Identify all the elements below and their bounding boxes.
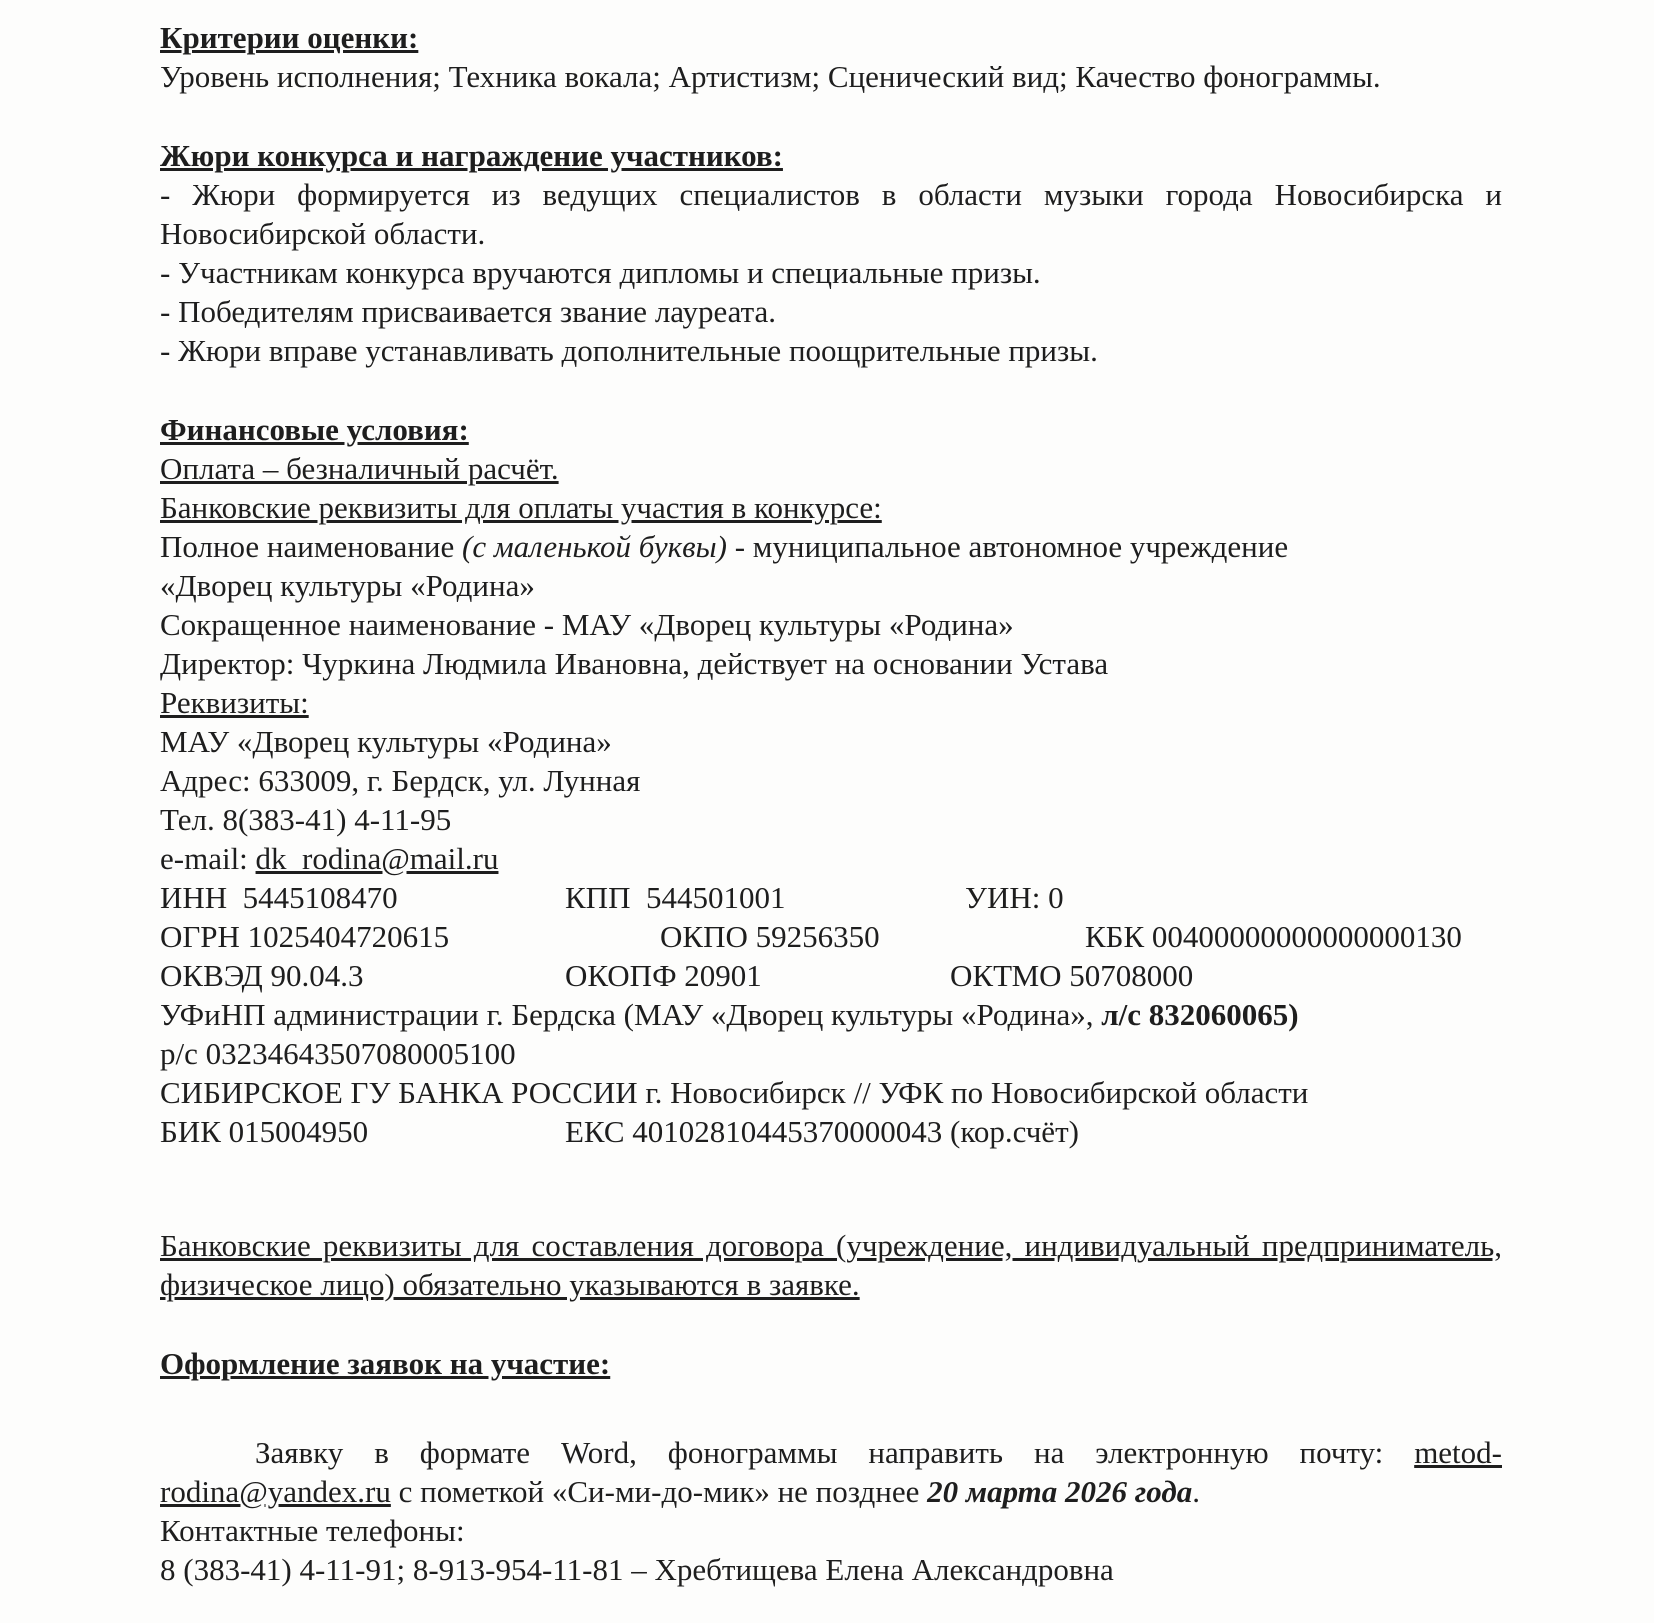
full-name-line2: «Дворец культуры «Родина» — [160, 568, 535, 603]
inn-value: ИНН 5445108470 — [160, 880, 398, 915]
email-line — [160, 839, 1502, 878]
application-heading: Оформление заявок на участие: — [160, 1346, 611, 1381]
director-line: Директор: Чуркина Людмила Ивановна, действует на основании Устава — [160, 646, 1109, 681]
ufinp-prefix: УФиНП администрации г. Бердска (МАУ «Дворец культуры «Родина», — [160, 997, 1102, 1032]
uin-value: УИН: 0 — [965, 880, 1064, 915]
requisites-heading: Реквизиты: — [160, 685, 309, 720]
application-paragraph — [160, 1433, 1502, 1511]
requisites-row-okved — [160, 956, 1502, 995]
oktmo-value: ОКТМО 50708000 — [950, 958, 1194, 993]
jury-item: - Участникам конкурса вручаются дипломы и специальные призы. — [160, 255, 1041, 290]
jury-heading: Жюри конкурса и награждение участников: — [160, 138, 783, 173]
criteria-section — [160, 18, 1502, 96]
section-spacer — [160, 1304, 1502, 1344]
section-spacer — [160, 1383, 1502, 1433]
full-name-suffix: - муниципальное автономное учреждение — [726, 529, 1289, 564]
payment-line: Оплата – безналичный расчёт. — [160, 451, 559, 486]
ufinp-account-bold: л/с 832060065) — [1101, 997, 1299, 1032]
contract-note: Банковские реквизиты для составления договора (учреждение, индивидуальный предприниматель, физическое лицо) обязательно указываются в заявке. — [160, 1228, 1502, 1302]
section-spacer — [160, 96, 1502, 136]
email-label: e-mail: — [160, 841, 256, 876]
bank-name-line: СИБИРСКОЕ ГУ БАНКА РОССИИ г. Новосибирск // УФК по Новосибирской области — [160, 1075, 1309, 1110]
application-section — [160, 1344, 1502, 1589]
full-name-italic-note: (с маленькой буквы) — [462, 529, 727, 564]
email-link[interactable]: dk_rodina@mail.ru — [255, 841, 499, 876]
ogrn-value: ОГРН 1025404720615 — [160, 919, 450, 954]
application-email-link-part2[interactable]: rodina@yandex.ru — [160, 1474, 391, 1509]
bank-details-heading: Банковские реквизиты для оплаты участия в конкурсе: — [160, 490, 882, 525]
section-spacer — [160, 370, 1502, 410]
contacts-label: Контактные телефоны: — [160, 1513, 465, 1548]
application-tail: . — [1192, 1474, 1200, 1509]
application-lead: Заявку в формате Word, фонограммы направить на электронную почту: — [255, 1435, 1415, 1470]
kbk-value: КБК 00400000000000000130 — [1085, 919, 1462, 954]
jury-item: - Жюри формируется из ведущих специалистов в области музыки города Новосибирска и Новосибирской области. — [160, 177, 1502, 251]
application-middle: с пометкой «Си-ми-до-мик» не позднее — [390, 1474, 928, 1509]
address-line: Адрес: 633009, г. Бердск, ул. Лунная — [160, 763, 641, 798]
financial-section — [160, 410, 1502, 1304]
application-deadline: 20 марта 2026 года — [927, 1474, 1193, 1509]
short-name-line: Сокращенное наименование - МАУ «Дворец культуры «Родина» — [160, 607, 1014, 642]
bik-eks-row — [160, 1112, 1502, 1151]
section-spacer — [160, 1151, 1502, 1226]
eks-value: ЕКС 40102810445370000043 (кор.счёт) — [565, 1114, 1079, 1149]
requisites-row-inn — [160, 878, 1502, 917]
okpo-value: ОКПО 59256350 — [660, 919, 880, 954]
okved-value: ОКВЭД 90.04.3 — [160, 958, 364, 993]
jury-section — [160, 136, 1502, 370]
requisites-row-ogrn — [160, 917, 1502, 956]
full-name-prefix: Полное наименование — [160, 529, 463, 564]
criteria-heading: Критерии оценки: — [160, 20, 419, 55]
contacts-line: 8 (383-41) 4-11-91; 8-913-954-11-81 – Хребтищева Елена Александровна — [160, 1552, 1114, 1587]
okopf-value: ОКОПФ 20901 — [565, 958, 762, 993]
full-name-line — [160, 527, 1502, 566]
application-email-link-part1[interactable]: metod- — [1414, 1435, 1502, 1470]
phone-line: Тел. 8(383-41) 4-11-95 — [160, 802, 452, 837]
jury-item: - Победителям присваивается звание лауреата. — [160, 294, 777, 329]
financial-heading: Финансовые условия: — [160, 412, 469, 447]
org-name-line: МАУ «Дворец культуры «Родина» — [160, 724, 612, 759]
settlement-account-line: р/с 03234643507080005100 — [160, 1036, 516, 1071]
kpp-value: КПП 544501001 — [565, 880, 786, 915]
jury-item: - Жюри вправе устанавливать дополнительные поощрительные призы. — [160, 333, 1098, 368]
bik-value: БИК 015004950 — [160, 1114, 369, 1149]
criteria-body: Уровень исполнения; Техника вокала; Артистизм; Сценический вид; Качество фонограммы. — [160, 59, 1381, 94]
ufinp-line — [160, 995, 1502, 1034]
